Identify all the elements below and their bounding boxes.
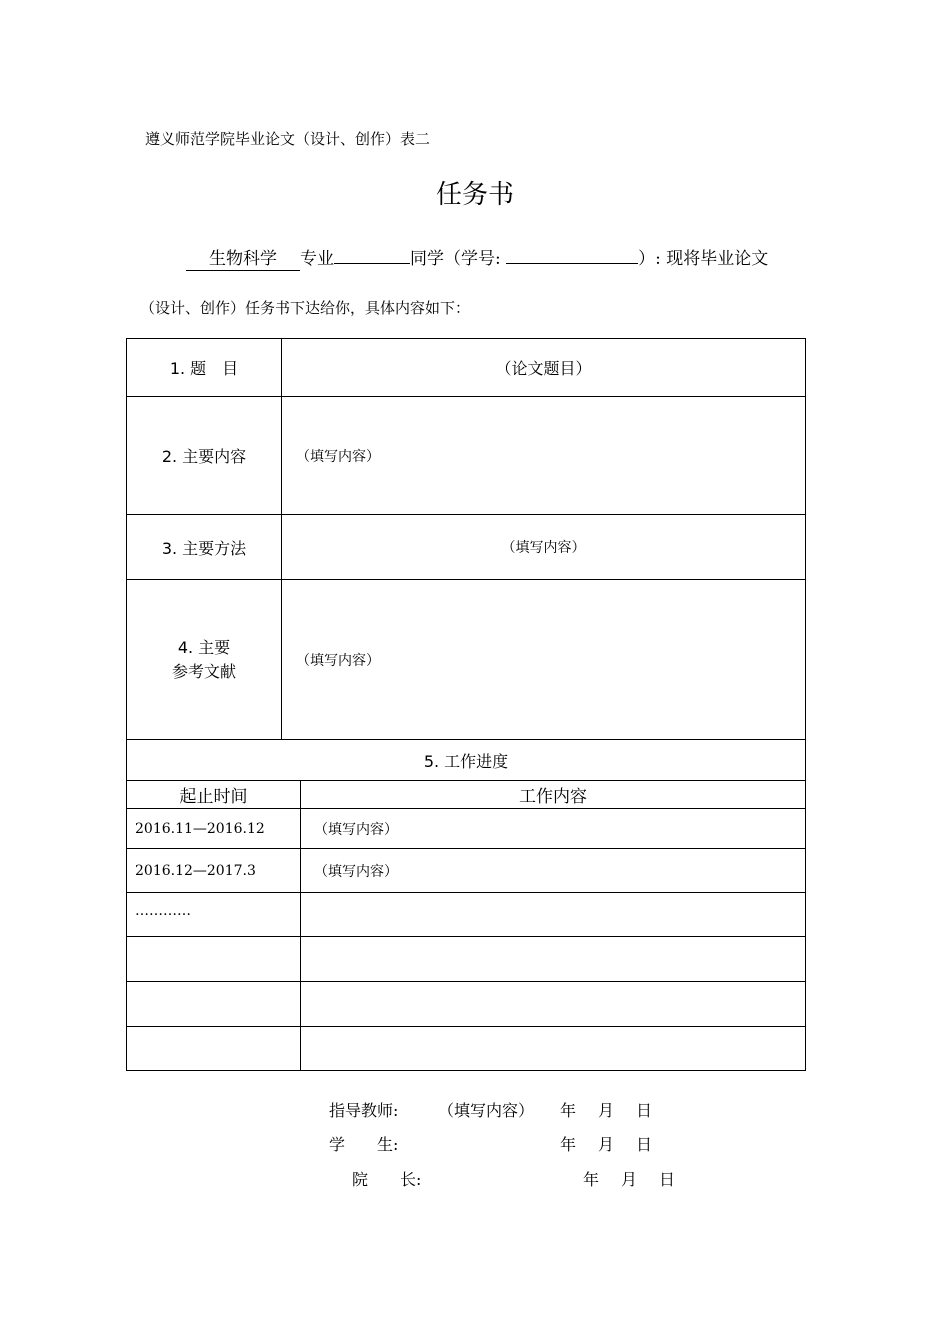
main-method-field[interactable]: （填写内容） xyxy=(501,540,586,556)
progress-row-6-time[interactable] xyxy=(135,1027,300,1070)
progress-row-4-time[interactable] xyxy=(135,937,300,981)
student-month: 月 xyxy=(598,1135,615,1154)
student-suffix: 同学（学号: xyxy=(410,249,501,269)
references-label-line2: 参考文献 xyxy=(171,661,236,681)
main-content-field[interactable]: （填写内容） xyxy=(296,448,380,465)
student-id-field[interactable] xyxy=(506,263,638,264)
form-code: 遵义师范学院毕业论文（设计、创作）表二 xyxy=(145,130,431,148)
references-label xyxy=(127,580,281,739)
progress-row-5-content[interactable] xyxy=(314,982,794,1026)
progress-row-1-time[interactable]: 2016.11—2016.12 xyxy=(135,820,265,837)
progress-row-3-content[interactable] xyxy=(314,893,794,936)
advisor-field[interactable]: （填写内容） xyxy=(438,1101,535,1120)
student-year: 年 xyxy=(560,1135,577,1154)
progress-col-time: 起止时间 xyxy=(179,787,248,807)
major-suffix: 专业 xyxy=(300,249,334,269)
dean-day: 日 xyxy=(659,1170,676,1189)
topic-label: 1. 题 目 xyxy=(169,359,239,378)
student-label: 学 生: xyxy=(329,1135,399,1154)
references-field[interactable]: （填写内容） xyxy=(296,652,380,669)
student-day: 日 xyxy=(636,1135,653,1154)
progress-row-1-content[interactable]: （填写内容） xyxy=(314,821,398,838)
progress-row-4-content[interactable] xyxy=(314,937,794,981)
progress-col-content: 工作内容 xyxy=(519,787,587,807)
progress-title: 5. 工作进度 xyxy=(423,751,509,771)
intro-line-2: （设计、创作）任务书下达给你，具体内容如下： xyxy=(140,299,471,317)
student-name-field[interactable] xyxy=(334,263,410,264)
progress-row-5-time[interactable] xyxy=(135,982,300,1026)
dean-label: 院 长: xyxy=(352,1170,422,1189)
main-content-label: 2. 主要内容 xyxy=(161,447,247,466)
advisor-day: 日 xyxy=(636,1101,653,1120)
progress-row-2-time[interactable]: 2016.12—2017.3 xyxy=(135,862,256,879)
intro-line-1 xyxy=(186,244,768,271)
document-title: 任务书 xyxy=(435,180,514,210)
intro-line1-tail: ）: 现将毕业论文 xyxy=(638,249,769,269)
progress-row-6-content[interactable] xyxy=(314,1027,794,1070)
dean-month: 月 xyxy=(621,1170,638,1189)
progress-row-2-content[interactable]: （填写内容） xyxy=(314,863,398,880)
main-method-label: 3. 主要方法 xyxy=(161,538,247,558)
dean-year: 年 xyxy=(583,1170,600,1189)
advisor-label: 指导教师: xyxy=(329,1101,399,1120)
topic-field[interactable]: （论文题目） xyxy=(495,359,592,378)
references-label-line1: 4. 主要 xyxy=(177,637,231,657)
advisor-month: 月 xyxy=(598,1101,615,1120)
progress-row-3-time[interactable]: ………… xyxy=(135,903,191,919)
advisor-year: 年 xyxy=(560,1101,577,1120)
major-field[interactable]: 生物科学 xyxy=(186,248,300,271)
